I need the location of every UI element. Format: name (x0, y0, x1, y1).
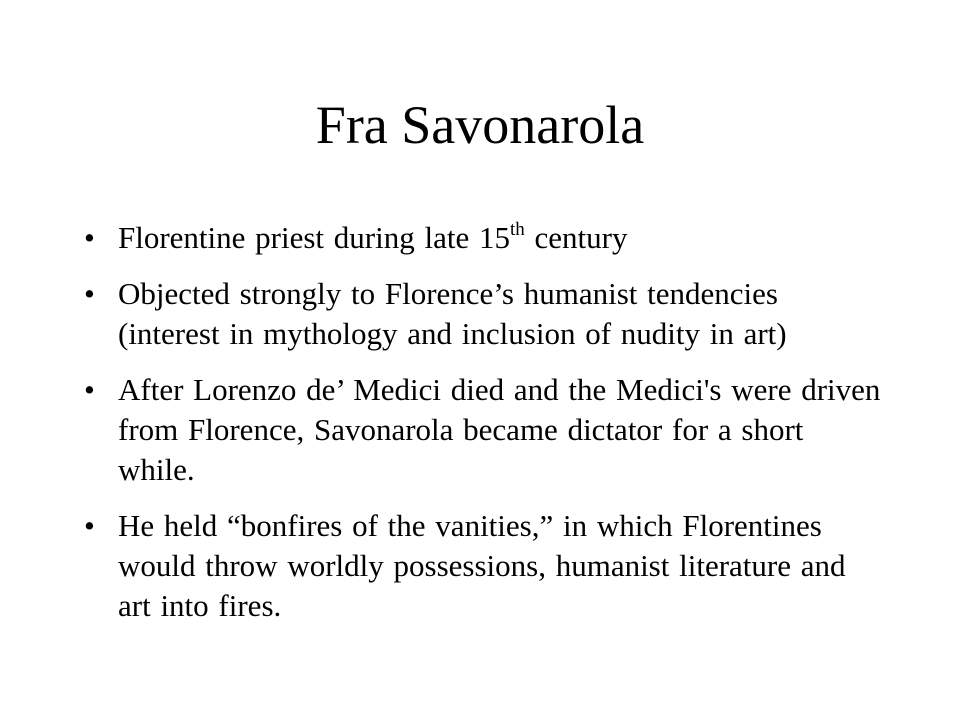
ordinal-suffix: th (509, 218, 525, 240)
bullet-list (84, 218, 884, 642)
bullet-text-4: He held “bonfires of the vanities,” in which Florentines would throw worldly possessions, humanist literature and art into fires. (118, 508, 846, 623)
bullet-item-1 (84, 218, 884, 258)
bullet-icon: • (84, 508, 95, 543)
bullet-text-1-end: century (524, 220, 628, 255)
bullet-item-2 (84, 274, 884, 354)
bullet-icon: • (84, 276, 95, 311)
bullet-icon: • (84, 220, 95, 255)
bullet-text-1 (118, 220, 627, 255)
bullet-icon: • (84, 372, 95, 407)
bullet-text-3: After Lorenzo de’ Medici died and the Medici's were driven from Florence, Savonarola became dictator for a short while. (118, 372, 881, 487)
bullet-text-1-main: Florentine priest during late 15 (118, 220, 510, 255)
bullet-item-4 (84, 506, 884, 626)
bullet-item-3 (84, 370, 884, 490)
slide-title: Fra Savonarola (315, 95, 645, 155)
bullet-text-2: Objected strongly to Florence’s humanist tendencies (interest in mythology and inclusion of nudity in art) (118, 276, 787, 351)
